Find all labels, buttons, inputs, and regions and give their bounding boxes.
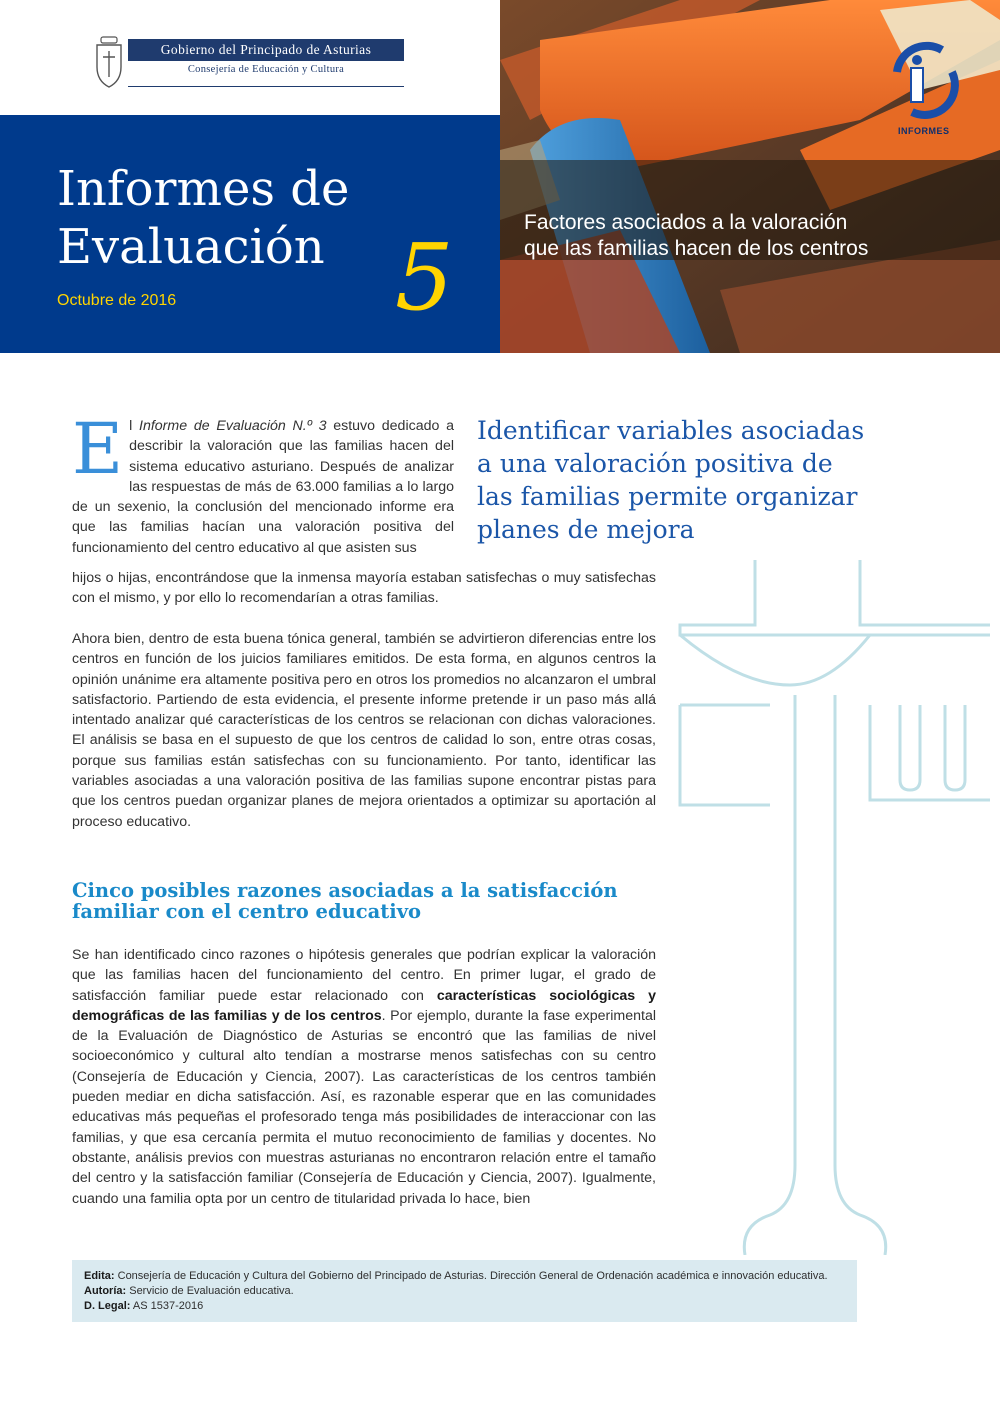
paragraph-3: Se han identificado cinco razones o hipótesis generales que podrían explicar la valoración que las familias hacen del funcionamiento del centro. En primer lugar, el grado de satisfacción familiar puede estar relacionado con características sociológicas y demográficas de las familias y de los centros. Por ejemplo, durante la fase experimental de la Evaluación de Diagnóstico de Asturias se encontró que las familias de nivel socioeconómico y cultural alto tendían a mostrarse menos satisfechas con su centro (Consejería de Educación y Ciencia, 2007). Las características de los centros también pueden mediar en dicha satisfacción. Así, es razonable esperar que en las comunidades educativas más pequeñas el profesorado tenga más posibilidades de interaccionar con las familias, y que esa cercanía permita el mutuo reconocimiento de familias y docentes. No obstante, análisis previos con muestras asturianas no encontraron relación entre el tamaño del centro y la satisfacción familiar (Consejería de Educación y Ciencia, 2007). Igualmente, cuando una familia opta por un centro de titularidad privada lo hace, bien: [72, 947, 657, 1207]
report-subtitle: [524, 210, 994, 262]
series-title-line1: Informes de: [57, 161, 350, 217]
series-title-line2: Evaluación: [57, 219, 325, 275]
subtitle-line2: que las familias hacen de los centros: [524, 237, 869, 260]
report-reference: Informe de Evaluación N.º 3: [139, 418, 327, 434]
government-name: Gobierno del Principado de Asturias: [160, 42, 372, 57]
paragraph-2: Ahora bien, dentro de esta buena tónica general, también se advirtieron diferencias entre los centros en función de los juicios familiares emitidos. De esta forma, en algunos centros la opinión unánime era altamente positiva pero en otros los promedios no alcanzaron el umbral satisfactorio. Partiendo de esta evidencia, el presente informe pretende ir un paso más allá intentado analizar qué características de los centros se relacionan con dichas valoraciones. El análisis se basa en el supuesto de que los centros de calidad lo son, entre otras cosas, porque sus familias están satisfechas con su funcionamiento. Por tanto, identificar las variables asociadas a una valoración positiva de las familias supone encontrar pistas para que los centros puedan organizar planes de mejora orientados a optimizar su aportación al proceso educativo.: [72, 631, 656, 830]
credits-autoria: Autoría: Servicio de Evaluación educativa.: [84, 1285, 294, 1297]
credits-edita: Edita: Consejería de Educación y Cultura del Gobierno del Principado de Asturias. Dirección General de Ordenación académica e innovación educativa.: [84, 1270, 828, 1282]
series-title: [57, 160, 349, 276]
subtitle-line1: Factores asociados a la valoración: [524, 211, 848, 234]
department-name: Consejería de Educación y Cultura: [187, 64, 345, 75]
section-heading: Cinco posibles razones asociadas a la satisfacción familiar con el centro educativo: [72, 879, 618, 923]
credits-box: [72, 1260, 857, 1322]
publication-date: Octubre de 2016: [57, 292, 177, 309]
intro-paragraph-continuation: hijos o hijas, encontrándose que la inmensa mayoría estaban satisfechas o muy satisfechas con el mismo, y por ello lo recomendarían a otras familias.: [72, 570, 656, 607]
coat-of-arms-icon: [92, 35, 126, 91]
intro-paragraph: El Informe de Evaluación N.º 3 estuvo dedicado a describir la valoración que las familias hacen del sistema educativo asturiano. Después de analizar las respuestas de más de 63.000 familias a lo largo de un sexenio, la conclusión del mencionado informe era que las familias hacían una valoración positiva del funcionamiento del centro educativo al que asisten sus: [72, 408, 454, 556]
credits-legal: D. Legal: AS 1537-2016: [84, 1300, 204, 1312]
informes-logo-label: INFORMES: [898, 126, 950, 136]
drop-cap: E: [72, 408, 124, 490]
pull-quote: Identificar variables asociadas a una valoración positiva de las familias permite organizar planes de mejora: [477, 416, 865, 544]
emphasis-text: características sociológicas y demográficas de las familias y de los centros: [72, 987, 657, 1024]
government-logo: [92, 33, 412, 93]
issue-number: 5: [395, 224, 454, 331]
column-watermark-icon: [670, 555, 1000, 1255]
